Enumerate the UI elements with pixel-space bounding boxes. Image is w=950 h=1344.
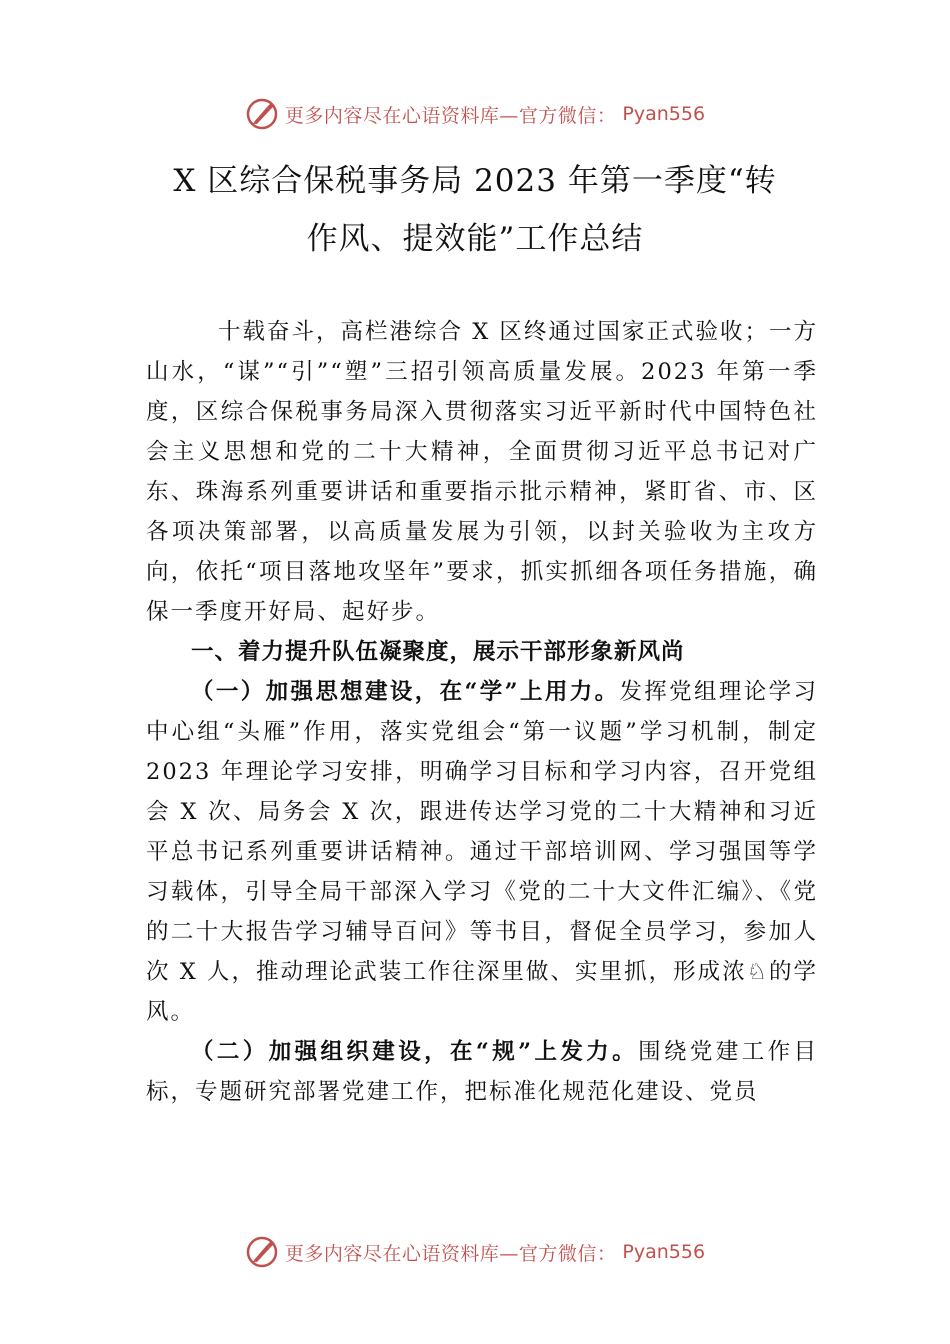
subsection-2-title: （二）加强组织建设，在“规”上发力。 bbox=[191, 1039, 639, 1065]
watermark-text: 更多内容尽在心语资料库—官方微信： bbox=[284, 1242, 617, 1265]
document-body bbox=[146, 312, 818, 1112]
title-line-2: 作风、提效能”工作总结 bbox=[306, 221, 644, 257]
watermark-bottom bbox=[0, 1232, 950, 1272]
watermark-handle: Pyan556 bbox=[622, 1241, 706, 1263]
intro-paragraph: 十载奋斗，高栏港综合 X 区终通过国家正式验收；一方山水，“谋”“引”“塑”三招引领高质量发展。2023 年第一季度，区综合保税事务局深入贯彻落实习近平新时代中国特色社会主义思想和党的二十大精神，全面贯彻习近平总书记对广东、珠海系列重要讲话和重要指示批示精神，紧盯省、市、区各项决策部署，以高质量发展为引领，以封关验收为主攻方向，依托“项目落地攻坚年”要求，抓实抓细各项任务措施，确保一季度开好局、起好步。 bbox=[146, 319, 818, 625]
watermark-top bbox=[0, 94, 950, 134]
watermark-text: 更多内容尽在心语资料库—官方微信： bbox=[284, 104, 617, 127]
subsection-1-paragraph bbox=[146, 672, 818, 1032]
subsection-2-body: 围绕党建工作目标，专题研究部署党建工作，把标准化规范化建设、党员 bbox=[146, 1039, 818, 1105]
subsection-1-body: 发挥党组理论学习中心组“头雁”作用，落实党组会“第一议题”学习机制，制定 2023 年理论学习安排，明确学习目标和学习内容，召开党组会 X 次、局务会 X 次，跟进传达学习党的二十大精神和习近平总书记系列重要讲话精神。通过干部培训网、学习强国等学习载体，引导全局干部深入学习《党的二十大文件汇编》、《党的二十大报告学习辅导百问》等书目，督促全员学习，参加人次 X 人，推动理论武装工作往深里做、实里抓，形成浓♘的学风。 bbox=[146, 679, 818, 1025]
title-line-1: X 区综合保税事务局 2023 年第一季度“转 bbox=[173, 163, 777, 199]
section-heading-1: 一、着力提升队伍凝聚度，展示干部形象新风尚 bbox=[191, 639, 685, 665]
pen-logo-icon bbox=[245, 97, 279, 131]
subsection-2-paragraph bbox=[146, 1032, 818, 1112]
watermark-handle: Pyan556 bbox=[622, 103, 706, 125]
document-title bbox=[110, 152, 840, 268]
pen-logo-icon bbox=[245, 1235, 279, 1269]
subsection-1-title: （一）加强思想建设，在“学”上用力。 bbox=[191, 679, 620, 705]
